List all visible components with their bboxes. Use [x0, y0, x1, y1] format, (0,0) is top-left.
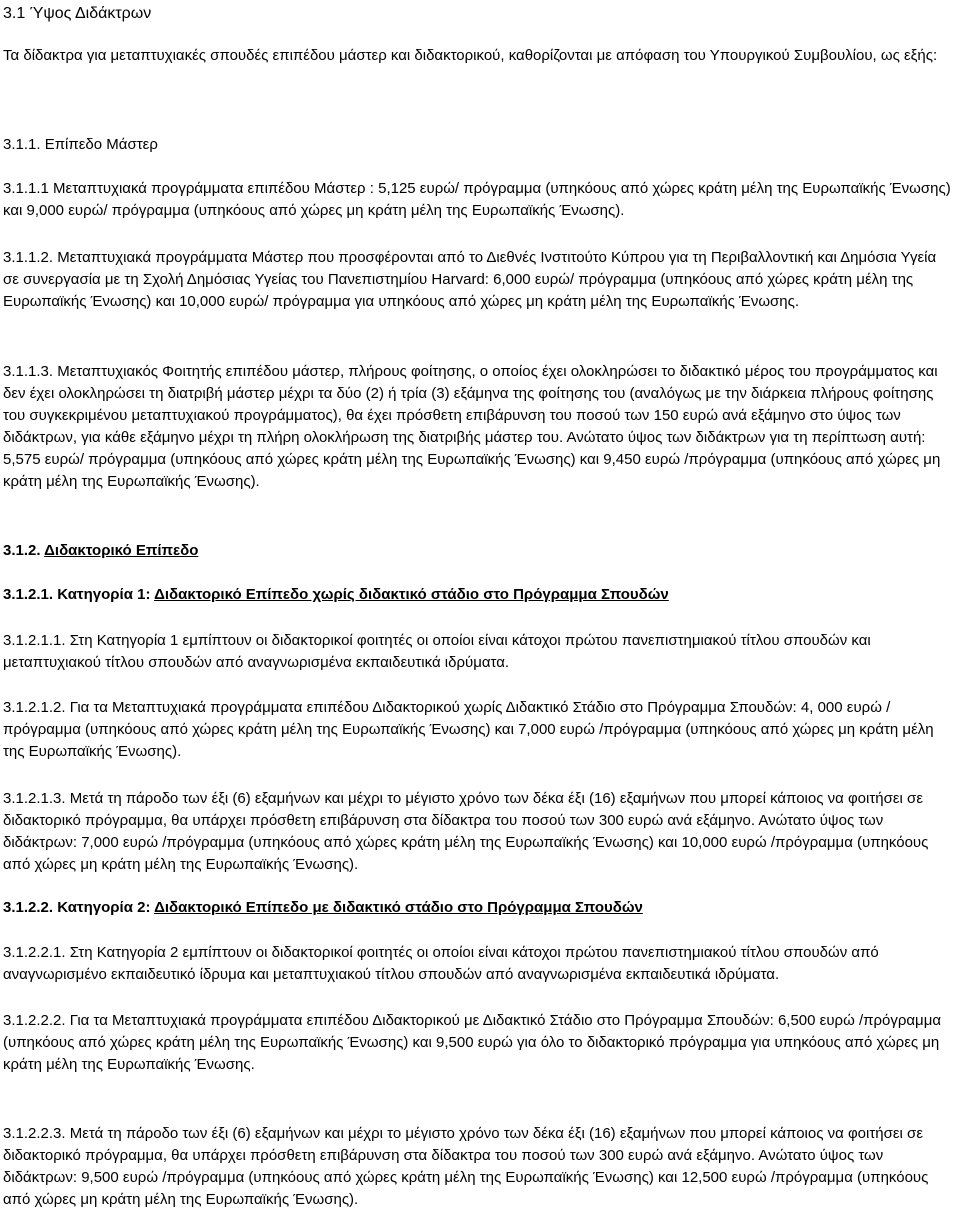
doctoral-heading: [3, 540, 953, 562]
masters-paragraph-2: 3.1.1.2. Μεταπτυχιακά προγράμματα Μάστερ που προσφέρονται από το Διεθνές Ινστιτούτο Κύπρου για τη Περιβαλλοντική και Δημόσια Υγεία σε συνεργασία με τη Σχολή Δημόσιας Υγείας του Πανεπιστημίου Harvard: 6,000 ευρώ/ πρόγραμμα (υπηκόους από χώρες κράτη μέλη της Ευρωπαϊκής Ένωσης) και 10,000 ευρώ/ πρόγραμμα για υπηκόους από χώρες μη κράτη μέλη της Ευρωπαϊκής Ένωσης.: [3, 249, 937, 310]
category-2-paragraph-2: 3.1.2.2.2. Για τα Μεταπτυχιακά προγράμματα επιπέδου Διδακτορικού με Διδακτικό Στάδιο στο Πρόγραμμα Σπουδών: 6,500 ευρώ /πρόγραμμα (υπηκόους από χώρες κράτη μέλη της Ευρωπαϊκής Ένωσης) και 9,500 ευρώ για όλο το διδακτορικό πρόγραμμα για υπηκόους από χώρες μη κράτη μέλη της Ευρωπαϊκής Ένωσης.: [3, 1012, 942, 1073]
category-1-paragraph-3: 3.1.2.1.3. Μετά τη πάροδο των έξι (6) εξαμήνων και μέχρι το μέγιστο χρόνο των δέκα έξι (16) εξαμήνων που μπορεί κάποιος να φοιτήσει σε διδακτορικό πρόγραμμα, θα υπάρχει πρόσθετη επιβάρυνση στα δίδακτρα του ποσού των 300 ευρώ ανά εξάμηνο. Ανώτατο ύψος των διδάκτρων: 7,000 ευρώ /πρόγραμμα (υπηκόους από χώρες κράτη μέλη της Ευρωπαϊκής Ένωσης) και 10,000 ευρώ /πρόγραμμα (υπηκόους από χώρες μη κράτη μέλη της Ευρωπαϊκής Ένωσης).: [3, 790, 929, 873]
category-2-heading-text: Διδακτορικό Επίπεδο με διδακτικό στάδιο στο Πρόγραμμα Σπουδών: [154, 899, 643, 916]
category-1-heading-text: Διδακτορικό Επίπεδο χωρίς διδακτικό στάδιο στο Πρόγραμμα Σπουδών: [154, 586, 669, 603]
category-2-paragraph-1: 3.1.2.2.1. Στη Κατηγορία 2 εμπίπτουν οι διδακτορικοί φοιτητές οι οποίοι είναι κάτοχοι πρώτου πανεπιστημιακού τίτλου σπουδών από αναγνωρισμένο εκπαιδευτικό ίδρυμα και μεταπτυχιακού τίτλου σπουδών από αναγνωρισμένα εκπαιδευτικά ιδρύματα.: [3, 944, 879, 983]
intro-paragraph: Τα δίδακτρα για μεταπτυχιακές σπουδές επιπέδου μάστερ και διδακτορικού, καθορίζονται με απόφαση του Υπουργικού Συμβουλίου, ως εξής:: [3, 47, 938, 64]
category-1-paragraph-2: 3.1.2.1.2. Για τα Μεταπτυχιακά προγράμματα επιπέδου Διδακτορικού χωρίς Διδακτικό Στάδιο στο Πρόγραμμα Σπουδών: 4, 000 ευρώ /πρόγραμμα (υπηκόους από χώρες κράτη μέλη της Ευρωπαϊκής Ένωσης) και 7,000 ευρώ /πρόγραμμα (υπηκόους από χώρες μη κράτη μέλη της Ευρωπαϊκής Ένωσης).: [3, 699, 934, 760]
doctoral-heading-text: Διδακτορικό Επίπεδο: [44, 542, 199, 559]
doctoral-heading-number: 3.1.2.: [3, 542, 45, 559]
category-1-paragraph-1: 3.1.2.1.1. Στη Κατηγορία 1 εμπίπτουν οι διδακτορικοί φοιτητές οι οποίοι είναι κάτοχοι πρώτου πανεπιστημιακού τίτλου σπουδών και μεταπτυχιακού τίτλου σπουδών από αναγνωρισμένα εκπαιδευτικά ιδρύματα.: [3, 632, 871, 671]
category-2-paragraph-3: 3.1.2.2.3. Μετά τη πάροδο των έξι (6) εξαμήνων και μέχρι το μέγιστο χρόνο των δέκα έξι (16) εξαμήνων που μπορεί κάποιος να φοιτήσει σε διδακτορικό πρόγραμμα, θα υπάρχει πρόσθετη επιβάρυνση στα δίδακτρα του ποσού των 300 ευρώ ανά εξάμηνο. Ανώτατο ύψος των διδάκτρων: 9,500 ευρώ /πρόγραμμα (υπηκόους από χώρες κράτη μέλη της Ευρωπαϊκής Ένωσης) και 12,500 ευρώ /πρόγραμμα (υπηκόους από χώρες μη κράτη μέλη της Ευρωπαϊκής Ένωσης).: [3, 1125, 929, 1208]
masters-paragraph-1: 3.1.1.1 Μεταπτυχιακά προγράμματα επιπέδου Μάστερ : 5,125 ευρώ/ πρόγραμμα (υπηκόους από χώρες κράτη μέλη της Ευρωπαϊκής Ένωσης) και 9,000 ευρώ/ πρόγραμμα (υπηκόους από χώρες μη κράτη μέλη της Ευρωπαϊκής Ένωσης).: [3, 180, 951, 219]
section-title: 3.1 Ύψος Διδάκτρων: [3, 5, 152, 22]
masters-paragraph-3: 3.1.1.3. Μεταπτυχιακός Φοιτητής επιπέδου μάστερ, πλήρους φοίτησης, ο οποίος έχει ολοκληρώσει το διδακτικό μέρος του προγράμματος και δεν έχει ολοκληρώσει τη διατριβή μάστερ μέχρι τα δύο (2) ή τρία (3) εξάμηνα της φοίτησης του (αναλόγως με την διάρκεια πλήρους φοίτησης του συγκεκριμένου μεταπτυχιακού προγράμματος), θα έχει πρόσθετη επιβάρυνση του ποσού των 150 ευρώ ανά εξάμηνο στο ύψος των διδάκτρων, για κάθε εξάμηνο μέχρι τη πλήρη ολοκλήρωση της διατριβής μάστερ του. Ανώτατο ύψος των διδάκτρων για τη περίπτωση αυτή: 5,575 ευρώ/ πρόγραμμα (υπηκόους από χώρες κράτη μέλη της Ευρωπαϊκής Ένωσης) και 9,450 ευρώ /πρόγραμμα (υπηκόους από χώρες μη κράτη μέλη της Ευρωπαϊκής Ένωσης).: [3, 363, 941, 490]
category-2-heading-number: 3.1.2.2. Κατηγορία 2:: [3, 899, 155, 916]
category-2-heading: [3, 897, 953, 919]
category-1-heading: [3, 584, 953, 606]
category-1-heading-number: 3.1.2.1. Κατηγορία 1:: [3, 586, 155, 603]
masters-heading: 3.1.1. Επίπεδο Μάστερ: [3, 136, 158, 153]
